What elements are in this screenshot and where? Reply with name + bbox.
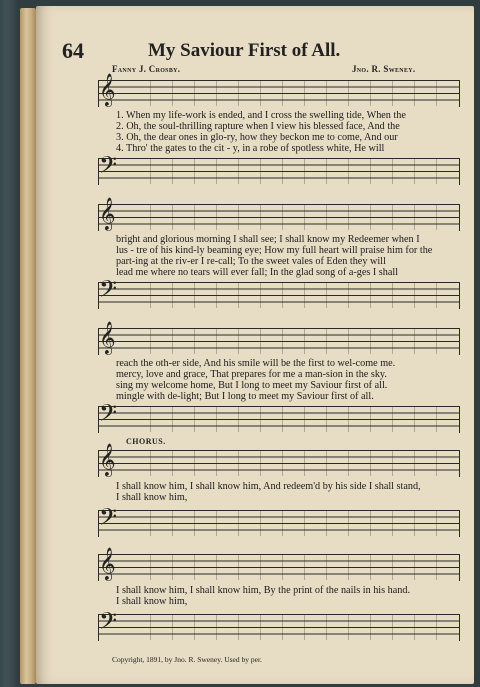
notes xyxy=(136,510,456,536)
lyric-line: lead me where no tears will ever fall; In the glad song of a-ges I shall xyxy=(116,267,399,278)
bass-staff xyxy=(98,277,460,308)
composer: Jno. R. Sweney. xyxy=(352,64,416,74)
lyric-line: 2. Oh, the soul-thrilling rapture when I view his blessed face, And the xyxy=(116,121,400,132)
lyric-line: bright and glorious morning I shall see; I shall know my Redeemer when I xyxy=(116,234,420,245)
notes xyxy=(136,282,456,308)
bass-clef-icon: 𝄢 xyxy=(99,277,118,308)
bass-staff xyxy=(98,505,460,536)
notes xyxy=(136,80,456,106)
page-edges xyxy=(20,8,36,684)
notes xyxy=(136,204,456,230)
bass-staff xyxy=(98,153,460,184)
notes xyxy=(136,158,456,184)
lyric-line: 3. Oh, the dear ones in glo-ry, how they beckon me to come, And our xyxy=(116,132,398,143)
lyric-line: lus - tre of his kind-ly beaming eye; How my full heart will praise him for the xyxy=(116,245,433,256)
bass-clef-icon: 𝄢 xyxy=(99,609,118,640)
treble-staff xyxy=(98,199,460,230)
hymn-number: 64 xyxy=(62,38,84,63)
treble-staff xyxy=(98,549,460,580)
hymn-title: My Saviour First of All. xyxy=(148,40,341,61)
bass-staff xyxy=(98,401,460,432)
chorus-label: CHORUS. xyxy=(126,437,166,446)
notes xyxy=(136,328,456,354)
lyric-line: I shall know him, I shall know him, And redeem'd by his side I shall stand, xyxy=(116,481,421,492)
treble-clef-icon: 𝄞 xyxy=(99,199,116,230)
lyric-line: part-ing at the riv-er I re-call; To the sweet vales of Eden they will xyxy=(116,256,386,267)
treble-clef-icon: 𝄞 xyxy=(99,445,116,476)
lyric-line: 4. Thro' the gates to the cit - y, in a robe of spotless white, He will xyxy=(116,143,385,154)
notes xyxy=(136,406,456,432)
lyricist: Fanny J. Crosby. xyxy=(112,64,181,74)
bass-clef-icon: 𝄢 xyxy=(99,505,118,536)
lyric-line: mercy, love and grace, That prepares for me a man-sion in the sky. xyxy=(116,369,387,380)
treble-staff xyxy=(98,75,460,106)
treble-clef-icon: 𝄞 xyxy=(99,323,116,354)
lyric-line: reach the oth-er side, And his smile will be the first to wel-come me. xyxy=(116,358,396,369)
bass-clef-icon: 𝄢 xyxy=(99,153,118,184)
lyric-line: I shall know him, I shall know him, By the print of the nails in his hand. xyxy=(116,585,410,596)
lyric-line: I shall know him, xyxy=(116,596,188,607)
lyric-line: mingle with de-light; But I long to meet my Saviour first of all. xyxy=(116,391,374,402)
treble-clef-icon: 𝄞 xyxy=(99,549,116,580)
copyright-notice: Copyright, 1891, by Jno. R. Sweney. Used by per. xyxy=(112,655,262,664)
treble-clef-icon: 𝄞 xyxy=(99,75,116,106)
lyric-line: sing my welcome home, But I long to meet my Saviour first of all. xyxy=(116,380,388,391)
lyric-line: I shall know him, xyxy=(116,492,188,503)
treble-staff xyxy=(98,323,460,354)
lyric-line: 1. When my life-work is ended, and I cross the swelling tide, When the xyxy=(116,110,406,121)
treble-staff xyxy=(98,445,460,476)
notes xyxy=(136,450,456,476)
bass-clef-icon: 𝄢 xyxy=(99,401,118,432)
notes xyxy=(136,554,456,580)
notes xyxy=(136,614,456,640)
bass-staff xyxy=(98,609,460,640)
